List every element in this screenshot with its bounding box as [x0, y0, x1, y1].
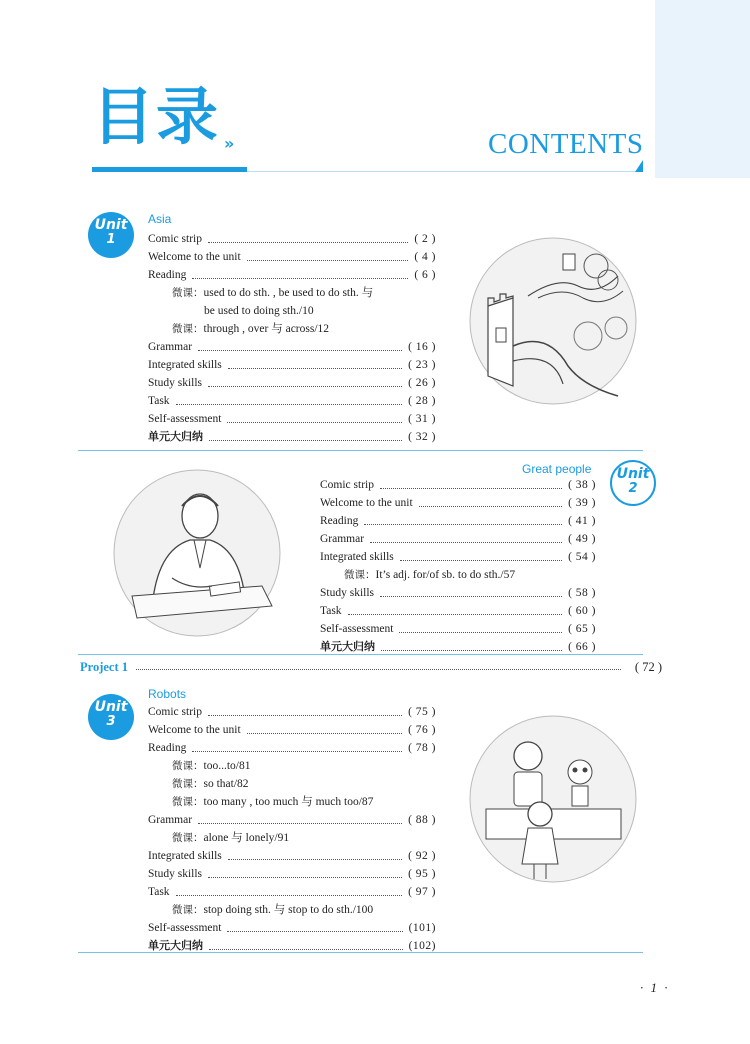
unit-2-toc	[320, 476, 596, 656]
toc-entry-label: Reading	[320, 515, 359, 527]
toc-entry-page: ( 97 )	[408, 886, 436, 898]
title-triangle-icon	[635, 160, 643, 172]
unit-1-badge: Unit 1	[88, 212, 134, 258]
toc-entry	[148, 739, 436, 757]
leader-dots	[176, 883, 403, 896]
micro-lesson-tag: 微课：	[172, 323, 204, 335]
page-title-en: CONTENTS	[488, 128, 644, 160]
leader-dots	[227, 410, 402, 423]
toc-entry	[148, 230, 436, 248]
toc-entry-label: Self-assessment	[148, 413, 222, 425]
toc-entry	[320, 476, 596, 494]
title-underline-bar	[92, 167, 247, 172]
leader-dots	[370, 530, 562, 543]
leader-dots	[399, 620, 562, 633]
toc-entry-label: Study skills	[148, 377, 203, 389]
micro-lesson-item	[148, 320, 436, 338]
unit-1-title: Asia	[148, 212, 172, 226]
leader-dots	[348, 602, 563, 615]
leader-dots	[364, 512, 562, 525]
toc-entry	[148, 356, 436, 374]
section-divider	[78, 450, 643, 451]
unit-3-badge: Unit 3	[88, 694, 134, 740]
unit-3-toc	[148, 703, 436, 955]
toc-entry	[148, 410, 436, 428]
toc-entry	[148, 248, 436, 266]
leader-dots	[209, 428, 402, 441]
page-title-cn: 目录	[92, 80, 221, 153]
toc-entry	[320, 584, 596, 602]
leader-dots	[380, 476, 562, 489]
leader-dots	[381, 638, 562, 651]
section-divider	[78, 654, 643, 655]
toc-entry	[320, 512, 596, 530]
micro-lesson-text: It’s adj. for/of sb. to do sth./57	[375, 569, 516, 581]
micro-lesson-tag: 微课：	[172, 796, 204, 808]
micro-lesson-text: be used to doing sth./10	[204, 305, 314, 317]
toc-entry-label: Task	[320, 605, 342, 617]
double-chevron-icon: »	[224, 134, 235, 153]
toc-entry-label: Comic strip	[148, 233, 202, 245]
toc-entry-label: Self-assessment	[148, 922, 222, 934]
leader-dots	[208, 703, 402, 716]
leader-dots	[400, 548, 562, 561]
micro-lesson-tag: 微课：	[172, 832, 204, 844]
micro-lesson-item	[148, 775, 436, 793]
micro-lesson-text: so that/82	[203, 778, 249, 790]
micro-lesson-text: alone 与 lonely/91	[203, 832, 290, 844]
leader-dots	[198, 338, 402, 351]
toc-entry	[148, 883, 436, 901]
toc-entry	[320, 602, 596, 620]
toc-entry-page: ( 32 )	[408, 431, 436, 443]
unit-1-toc	[148, 230, 436, 446]
toc-entry	[148, 811, 436, 829]
toc-entry	[148, 338, 436, 356]
robot-kids-illustration	[468, 714, 638, 884]
toc-entry-label: Grammar	[320, 533, 365, 545]
toc-entry-label: Grammar	[148, 341, 193, 353]
toc-entry-label: Comic strip	[320, 479, 374, 491]
leader-dots	[208, 374, 402, 387]
title-underline-line	[247, 171, 642, 172]
corner-decoration	[655, 0, 750, 178]
toc-entry-label: Task	[148, 886, 170, 898]
toc-entry	[320, 548, 596, 566]
section-divider	[78, 952, 643, 953]
toc-entry-page: ( 66 )	[568, 641, 596, 653]
micro-lesson-item	[148, 284, 436, 302]
great-person-illustration	[112, 468, 282, 638]
toc-entry-label: Grammar	[148, 814, 193, 826]
micro-lesson-item	[320, 566, 596, 584]
project-label: Project 1	[80, 660, 129, 674]
leader-dots	[198, 811, 402, 824]
toc-entry-page: ( 28 )	[408, 395, 436, 407]
toc-entry	[320, 494, 596, 512]
micro-lesson-text: through , over 与 across/12	[203, 323, 330, 335]
unit-2-title: Great people	[522, 462, 592, 476]
toc-entry-label: Self-assessment	[320, 623, 394, 635]
toc-entry-label: Reading	[148, 742, 187, 754]
toc-entry-page: ( 16 )	[408, 341, 436, 353]
toc-entry-page: ( 54 )	[568, 551, 596, 563]
toc-entry-page: ( 88 )	[408, 814, 436, 826]
toc-entry-page: ( 92 )	[408, 850, 436, 862]
toc-entry	[320, 620, 596, 638]
leader-dots	[209, 937, 403, 950]
toc-entry-label: 单元大归纳	[148, 430, 203, 443]
leader-dots	[228, 847, 402, 860]
toc-entry-page: (102)	[408, 940, 436, 952]
toc-entry-page: ( 38 )	[568, 479, 596, 491]
toc-entry-page: ( 26 )	[408, 377, 436, 389]
leader-dots	[208, 865, 402, 878]
project-entry	[80, 660, 662, 675]
toc-entry-page: ( 78 )	[408, 742, 436, 754]
micro-lesson-text: used to do sth. , be used to do sth. 与	[203, 287, 374, 299]
leader-dots	[136, 660, 621, 670]
toc-entry	[148, 703, 436, 721]
toc-entry	[148, 392, 436, 410]
micro-lesson-tag: 微课：	[172, 778, 204, 790]
unit-3-title: Robots	[148, 687, 187, 701]
toc-entry	[148, 266, 436, 284]
micro-lesson-text: too...to/81	[203, 760, 251, 772]
toc-entry-label: Study skills	[148, 868, 203, 880]
toc-entry-label: Integrated skills	[148, 359, 222, 371]
leader-dots	[192, 739, 402, 752]
leader-dots	[227, 919, 402, 932]
great-wall-illustration	[468, 236, 638, 406]
leader-dots	[176, 392, 403, 405]
toc-entry-label: Integrated skills	[148, 850, 222, 862]
project-page: ( 72 )	[634, 660, 662, 674]
micro-lesson-text: too many , too much 与 much too/87	[203, 796, 374, 808]
toc-entry-page: ( 65 )	[568, 623, 596, 635]
leader-dots	[247, 248, 409, 261]
toc-entry-page: ( 49 )	[568, 533, 596, 545]
micro-lesson-text: stop doing sth. 与 stop to do sth./100	[203, 904, 374, 916]
toc-entry-label: Welcome to the unit	[320, 497, 413, 509]
leader-dots	[192, 266, 408, 279]
toc-entry	[148, 865, 436, 883]
toc-entry	[320, 530, 596, 548]
micro-lesson-tag: 微课：	[172, 904, 204, 916]
toc-entry-label: Welcome to the unit	[148, 251, 241, 263]
toc-entry	[148, 919, 436, 937]
toc-entry	[148, 428, 436, 446]
micro-lesson-item	[148, 302, 436, 320]
toc-entry-page: ( 95 )	[408, 868, 436, 880]
micro-lesson-tag: 微课：	[344, 569, 376, 581]
toc-entry-page: ( 76 )	[408, 724, 436, 736]
toc-entry-page: ( 39 )	[568, 497, 596, 509]
toc-entry	[148, 847, 436, 865]
micro-lesson-item	[148, 793, 436, 811]
toc-entry-page: ( 58 )	[568, 587, 596, 599]
toc-entry-label: Study skills	[320, 587, 375, 599]
toc-entry-label: Reading	[148, 269, 187, 281]
unit-2-badge: Unit 2	[610, 460, 656, 506]
toc-entry	[148, 374, 436, 392]
toc-entry-label: Task	[148, 395, 170, 407]
leader-dots	[419, 494, 562, 507]
toc-entry-page: ( 6 )	[414, 269, 436, 281]
micro-lesson-item	[148, 901, 436, 919]
toc-entry	[148, 721, 436, 739]
leader-dots	[208, 230, 408, 243]
toc-entry-page: ( 75 )	[408, 706, 436, 718]
toc-entry-page: ( 31 )	[408, 413, 436, 425]
toc-entry-label: 单元大归纳	[320, 640, 375, 653]
leader-dots	[247, 721, 402, 734]
toc-entry-page: (101)	[408, 922, 436, 934]
toc-entry-label: Comic strip	[148, 706, 202, 718]
micro-lesson-item	[148, 829, 436, 847]
toc-entry-page: ( 2 )	[414, 233, 436, 245]
micro-lesson-tag: 微课：	[172, 760, 204, 772]
toc-entry-page: ( 4 )	[414, 251, 436, 263]
toc-entry-page: ( 23 )	[408, 359, 436, 371]
micro-lesson-tag: 微课：	[172, 287, 204, 299]
toc-entry-label: 单元大归纳	[148, 939, 203, 952]
page-number: · 1 ·	[640, 980, 670, 995]
toc-entry-page: ( 41 )	[568, 515, 596, 527]
toc-entry-page: ( 60 )	[568, 605, 596, 617]
toc-entry-label: Welcome to the unit	[148, 724, 241, 736]
micro-lesson-item	[148, 757, 436, 775]
leader-dots	[380, 584, 562, 597]
leader-dots	[228, 356, 402, 369]
toc-entry-label: Integrated skills	[320, 551, 394, 563]
